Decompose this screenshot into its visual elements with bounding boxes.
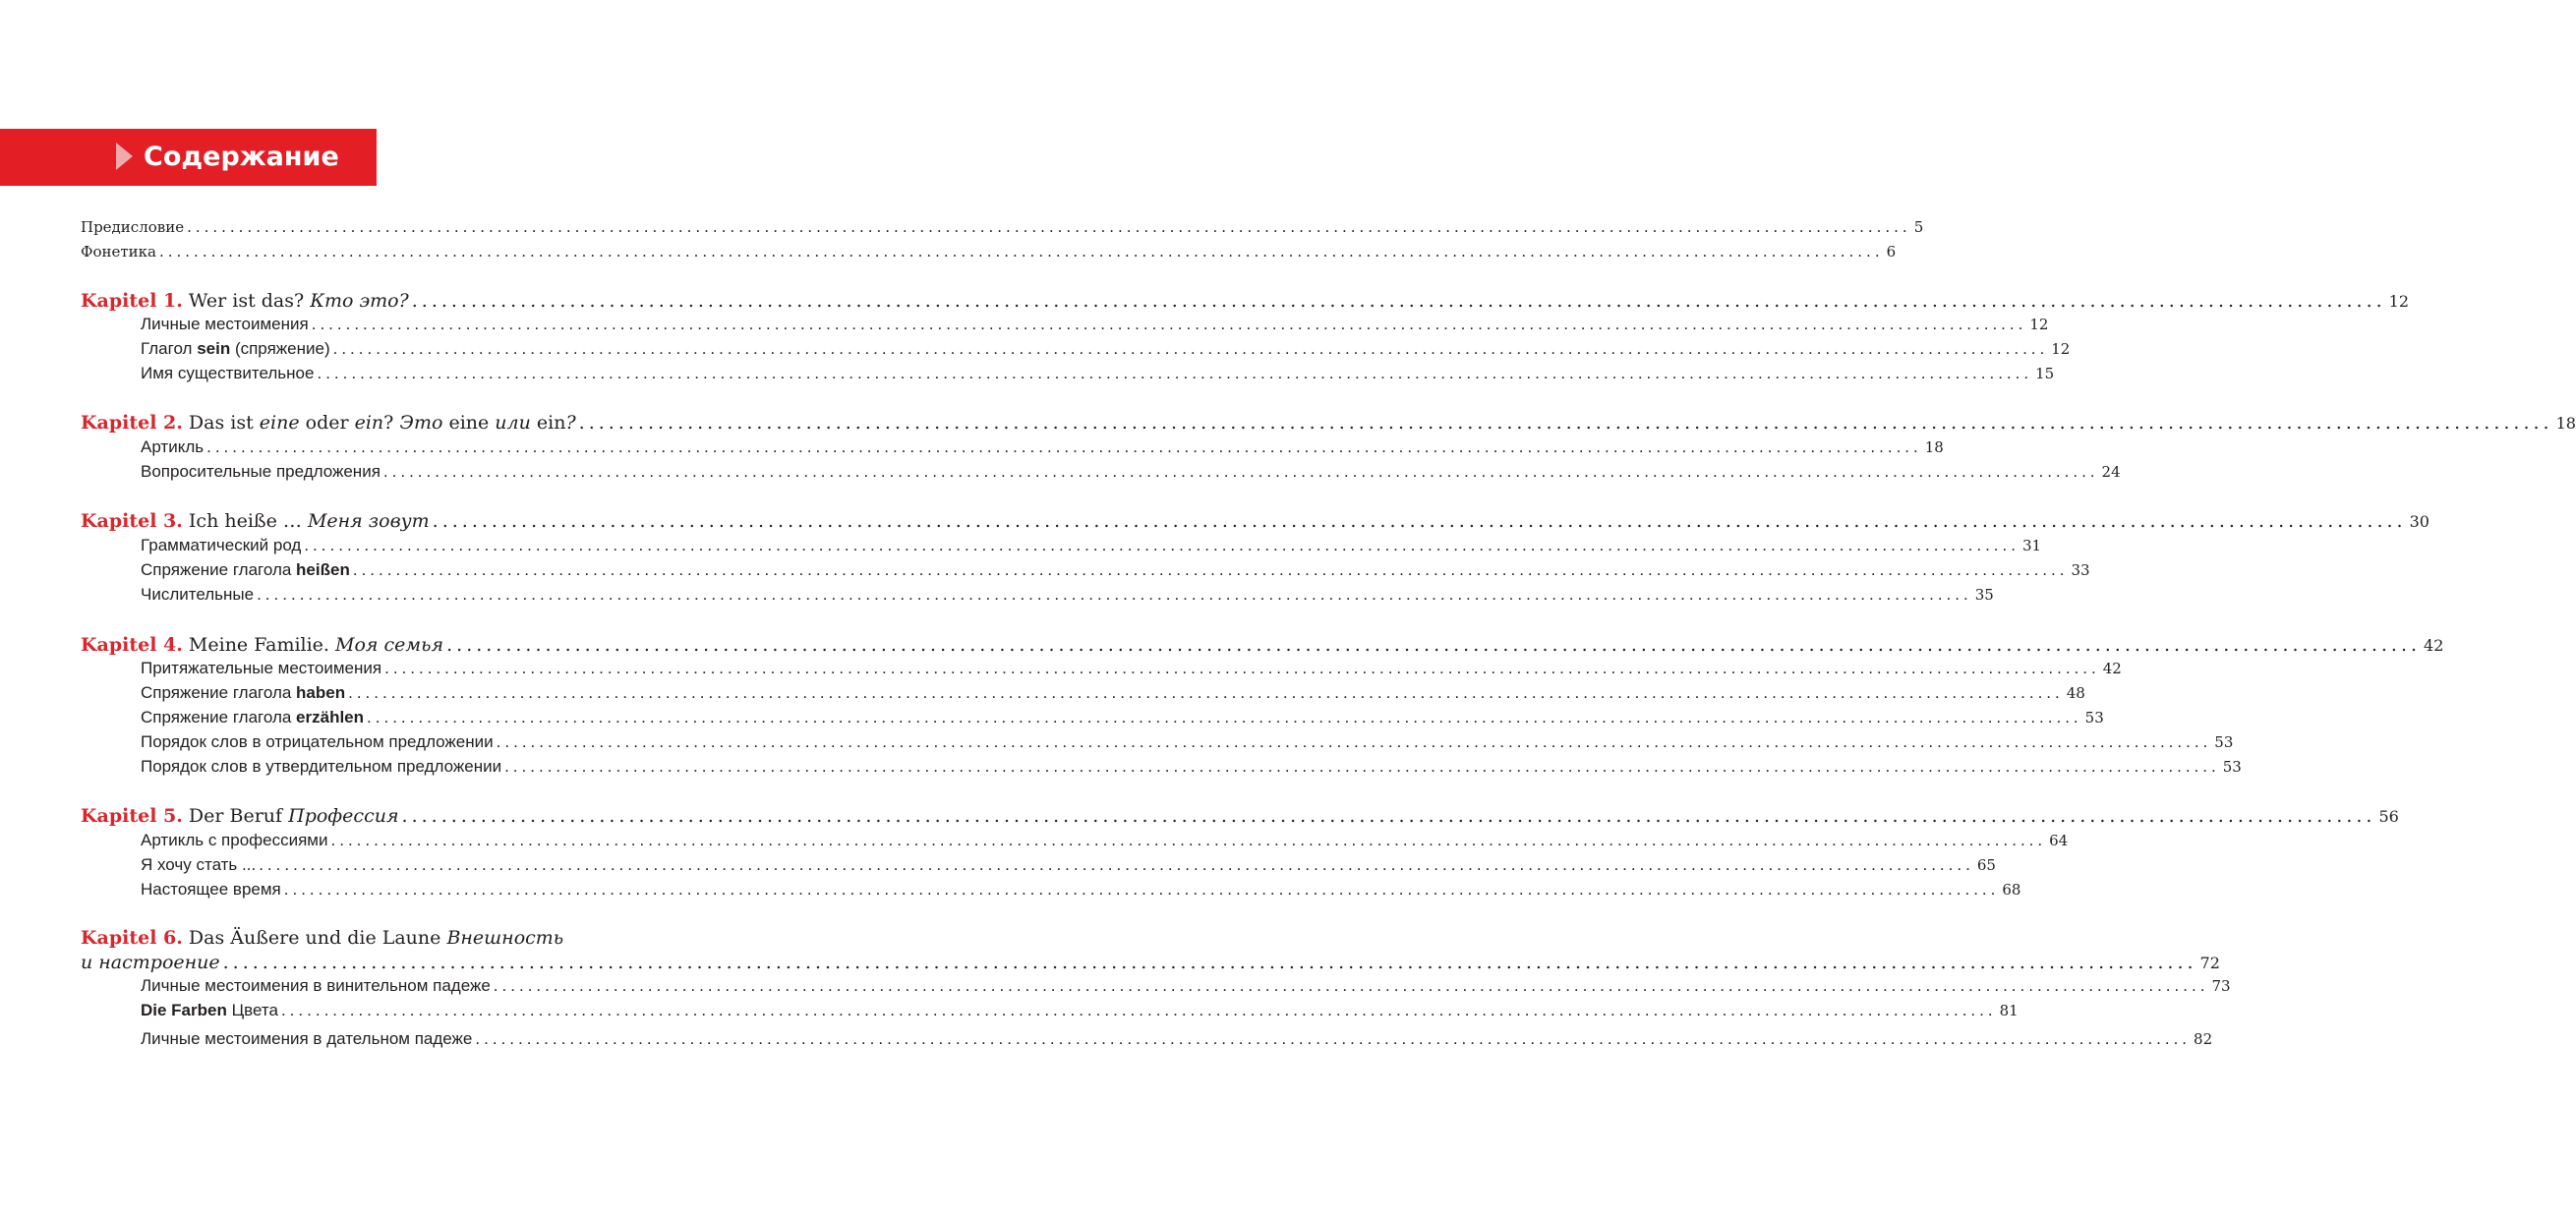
toc-chapter-1[interactable]: Kapitel 1. Wer ist das? Кто это? ........................................................................................................................................................................................................ 12 (81, 290, 2410, 312)
dot-leader: ........................................................................................................................................................................................................ (222, 952, 2197, 973)
toc-item[interactable]: Спряжение глагола haben ........................................................................................................................................................................................................ 48 (141, 683, 2085, 702)
toc-item[interactable]: Личные местоимения в дательном падеже ........................................................................................................................................................................................................ 82 (141, 1029, 2213, 1048)
toc-item[interactable]: Личные местоимения в винительном падеже ........................................................................................................................................................................................................ 73 (141, 976, 2231, 995)
dot-leader: ........................................................................................................................................................................................................ (348, 683, 2064, 702)
dot-leader: ........................................................................................................................................................................................................ (311, 315, 2027, 333)
dot-leader: ........................................................................................................................................................................................................ (382, 462, 2099, 481)
dot-leader: ........................................................................................................................................................................................................ (504, 757, 2220, 776)
dot-leader: ........................................................................................................................................................................................................ (493, 976, 2209, 995)
toc-chapter-3[interactable]: Kapitel 3. Ich heiße … Меня зовут ........................................................................................................................................................................................................ 30 (81, 510, 2430, 532)
toc-item[interactable]: Спряжение глагола erzählen ........................................................................................................................................................................................................ 53 (141, 708, 2104, 726)
toc-item[interactable]: Я хочу стать ... ........................................................................................................................................................................................................ 65 (141, 855, 1996, 874)
toc-chapter-4[interactable]: Kapitel 4. Meine Familie. Моя семья ........................................................................................................................................................................................................ 42 (81, 634, 2444, 656)
dot-leader: ........................................................................................................................................................................................................ (206, 437, 1922, 456)
dot-leader: ........................................................................................................................................................................................................ (283, 880, 2000, 899)
toc-item[interactable]: Артикль ........................................................................................................................................................................................................ 18 (141, 437, 1944, 456)
toc-item[interactable]: Спряжение глагола heißen ........................................................................................................................................................................................................ 33 (141, 560, 2090, 579)
toc-item[interactable]: Личные местоимения ........................................................................................................................................................................................................ 12 (141, 315, 2049, 333)
dot-leader: ........................................................................................................................................................................................................ (317, 364, 2033, 382)
toc-item[interactable]: Настоящее время ........................................................................................................................................................................................................ 68 (141, 880, 2021, 899)
dot-leader: ........................................................................................................................................................................................................ (352, 560, 2069, 579)
toc-chapter-5[interactable]: Kapitel 5. Der Beruf Профессия ........................................................................................................................................................................................................ 56 (81, 805, 2399, 827)
dot-leader: ........................................................................................................................................................................................................ (330, 831, 2047, 849)
dot-leader: ........................................................................................................................................................................................................ (367, 708, 2082, 726)
dot-leader: ........................................................................................................................................................................................................ (257, 585, 1972, 604)
dot-leader: ........................................................................................................................................................................................................ (496, 732, 2212, 751)
dot-leader: ........................................................................................................................................................................................................ (384, 659, 2100, 677)
dot-leader: ........................................................................................................................................................................................................ (280, 1001, 1997, 1019)
dot-leader: ........................................................................................................................................................................................................ (578, 412, 2553, 434)
toc-item[interactable]: Вопросительные предложения ........................................................................................................................................................................................................ 24 (141, 462, 2121, 481)
toc-item[interactable]: Die Farben Цвета ........................................................................................................................................................................................................ 81 (141, 1001, 2019, 1019)
dot-leader: ........................................................................................................................................................................................................ (259, 855, 1974, 874)
dot-leader: ........................................................................................................................................................................................................ (401, 805, 2376, 827)
dot-leader: ........................................................................................................................................................................................................ (158, 243, 1884, 261)
toc-item[interactable]: Притяжательные местоимения ........................................................................................................................................................................................................ 42 (141, 659, 2122, 677)
toc-item[interactable]: Артикль с профессиями ........................................................................................................................................................................................................ 64 (141, 831, 2069, 849)
toc-item[interactable]: Грамматический род ........................................................................................................................................................................................................ 31 (141, 536, 2042, 554)
dot-leader: ........................................................................................................................................................................................................ (332, 339, 2049, 358)
toc-item[interactable]: Порядок слов в отрицательном предложении ........................................................................................................................................................................................................ 53 (141, 732, 2234, 751)
toc-item[interactable]: Числительные ........................................................................................................................................................................................................ 35 (141, 585, 1994, 604)
page-title: Содержание (144, 142, 339, 172)
toc-item[interactable]: Имя существительное ........................................................................................................................................................................................................ 15 (141, 364, 2055, 382)
toc-entry-preface[interactable]: Предисловие ........................................................................................................................................................................................................ 5 (81, 218, 1924, 236)
toc-chapter-2[interactable]: Kapitel 2. Das ist eine oder ein? Это eine или ein? ........................................................................................................................................................................................................ 18 (81, 412, 2576, 434)
dot-leader: ........................................................................................................................................................................................................ (411, 290, 2386, 312)
dot-leader: ........................................................................................................................................................................................................ (187, 218, 1911, 236)
dot-leader: ........................................................................................................................................................................................................ (446, 634, 2422, 656)
toc-item[interactable]: Глагол sein (спряжение) ........................................................................................................................................................................................................ 12 (141, 339, 2071, 358)
dot-leader: ........................................................................................................................................................................................................ (432, 510, 2407, 532)
toc-chapter-6-title[interactable]: Kapitel 6. Das Äußere und die Laune Внешность (81, 927, 564, 949)
dot-leader: ........................................................................................................................................................................................................ (475, 1029, 2192, 1048)
dot-leader: ........................................................................................................................................................................................................ (304, 536, 2020, 554)
toc-item[interactable]: Порядок слов в утвердительном предложении ........................................................................................................................................................................................................ 53 (141, 757, 2242, 776)
toc-chapter-6[interactable]: и настроение ........................................................................................................................................................................................................ 72 (81, 952, 2220, 973)
toc-entry-phonetics[interactable]: Фонетика ........................................................................................................................................................................................................ 6 (81, 243, 1897, 261)
